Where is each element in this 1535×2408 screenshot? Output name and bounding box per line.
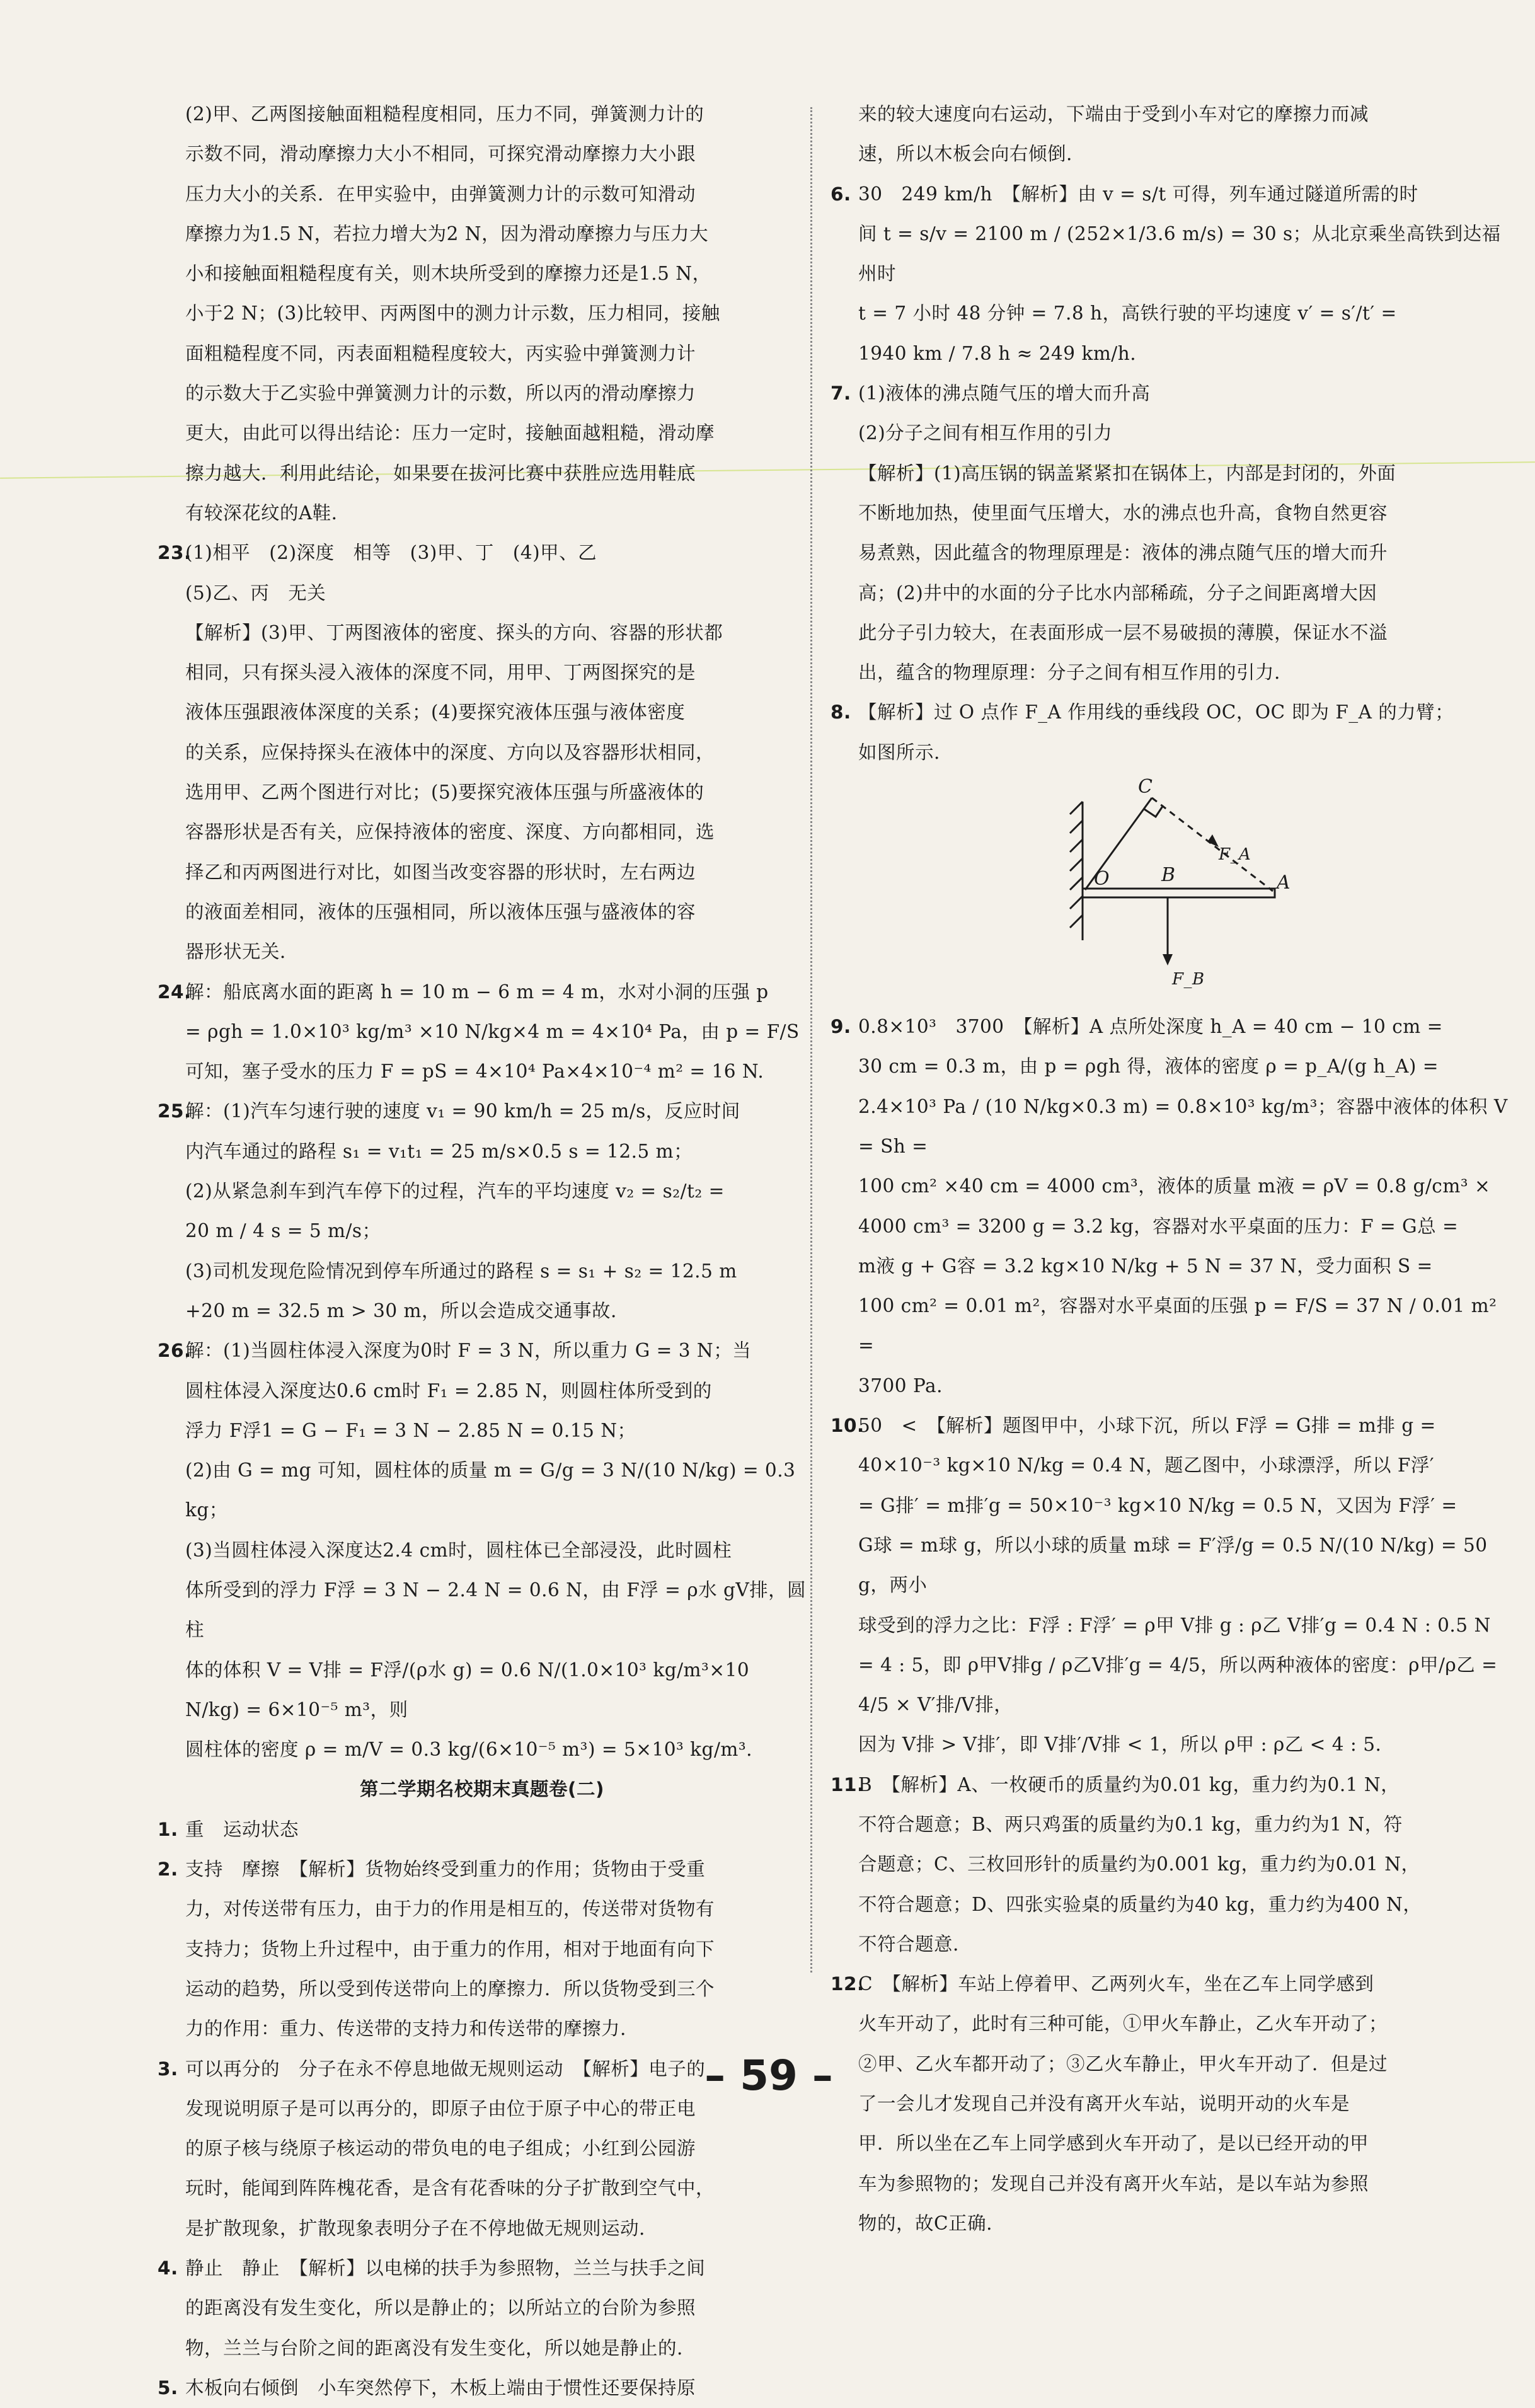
- text-line: 间 t = s/v = 2100 m / (252×1/3.6 m/s) = 30 s；从北京乘坐高铁到达福州时: [858, 222, 1501, 285]
- text-line: (3)司机发现危险情况到停车所通过的路程 s = s₁ + s₂ = 12.5 m: [185, 1260, 737, 1282]
- text-line: 不符合题意；B、两只鸡蛋的质量约为0.1 kg，重力约为1 N，符: [858, 1813, 1403, 1835]
- text-line: 1940 km / 7.8 h ≈ 249 km/h.: [858, 342, 1137, 364]
- question-number: 7.: [831, 383, 851, 405]
- text-line: 小和接触面粗糙程度有关，则木块所受到的摩擦力还是1.5 N，: [185, 263, 711, 285]
- text-line: 车为参照物的；发现自己并没有离开火车站，是以车站为参照: [858, 2172, 1369, 2194]
- wall-hatch: [1070, 821, 1083, 833]
- question-number: 4.: [158, 2257, 178, 2279]
- question-number: 11.: [831, 1773, 865, 1795]
- section-title: 第二学期名校期末真题卷(二): [360, 1778, 604, 1800]
- text-line: 40×10⁻³ kg×10 N/kg = 0.4 N，题乙图中，小球漂浮，所以 F浮′: [858, 1455, 1435, 1477]
- text-line: 选用甲、乙两个图进行对比；(5)要探究液体压强与所盛液体的: [185, 781, 704, 804]
- label-O: O: [1094, 868, 1110, 890]
- question-number: 3.: [158, 2058, 178, 2080]
- q5-continuation: [831, 95, 1517, 175]
- text-line: 30 249 km/h 【解析】由 v = s/t 可得，列车通过隧道所需的时: [858, 183, 1418, 205]
- text-line: = 4 : 5，即 ρ甲V排g / ρ乙V排′g = 4/5，所以两种液体的密度：ρ甲/ρ乙 = 4/5 × V′排/V排，: [858, 1654, 1498, 1716]
- text-line: 此分子引力较大，在表面形成一层不易破损的薄膜，保证水不溢: [858, 621, 1388, 643]
- question-number: 25.: [158, 1100, 192, 1122]
- text-line: 力的作用：重力、传送带的支持力和传送带的摩擦力.: [185, 2018, 626, 2040]
- wall-hatch: [1070, 877, 1083, 890]
- text-line: (2)从紧急刹车到汽车停下的过程，汽车的平均速度 v₂ = s₂/t₂ =: [185, 1180, 725, 1202]
- question-26: [158, 1331, 807, 1770]
- text-line: 0.8×10³ 3700 【解析】A 点所处深度 h_A = 40 cm − 10 cm =: [858, 1016, 1443, 1038]
- wall-hatch: [1070, 858, 1083, 871]
- text-line: 高；(2)井中的水面的分子比水内部稀疏，分子之间距离增大因: [858, 582, 1377, 604]
- text-line: 器形状无关．: [185, 941, 299, 963]
- lever-figure: [1064, 776, 1291, 997]
- label-C: C: [1138, 776, 1153, 798]
- text-line: 100 cm² ×40 cm = 4000 cm³，液体的质量 m液 = ρV = 0.8 g/cm³ ×: [858, 1175, 1491, 1197]
- lever-bar: [1083, 889, 1275, 897]
- text-line: (3)当圆柱体浸入深度达2.4 cm时，圆柱体已全部浸没，此时圆柱: [185, 1539, 732, 1561]
- text-line: 出，蕴含的物理原理：分子之间有相互作用的引力.: [858, 662, 1280, 684]
- question-number: 24.: [158, 981, 192, 1003]
- text-line: 20 m / 4 s = 5 m/s；: [185, 1220, 381, 1242]
- text-line: 木板向右倾倒 小车突然停下，木板上端由于惯性还要保持原: [185, 2376, 696, 2399]
- lever-diagram: [831, 776, 1517, 1003]
- text-line: 圆柱体的密度 ρ = m/V = 0.3 kg/(6×10⁻⁵ m³) = 5×10³ kg/m³.: [185, 1739, 753, 1761]
- text-line: 速，所以木板会向右倾倒.: [858, 143, 1072, 165]
- question-number: 5.: [158, 2376, 178, 2399]
- question-s2-2: [158, 1850, 807, 2049]
- question-number: 26.: [158, 1340, 192, 1362]
- text-line: (2)甲、乙两图接触面粗糙程度相同，压力不同，弹簧测力计的: [185, 103, 704, 125]
- text-line: 物，兰兰与台阶之间的距离没有发生变化，所以她是静止的.: [185, 2337, 683, 2359]
- text-line: 运动的趋势，所以受到传送带向上的摩擦力．所以货物受到三个: [185, 1978, 715, 2000]
- text-line: 玩时，能闻到阵阵槐花香，是含有花香味的分子扩散到空气中，: [185, 2177, 715, 2199]
- question-s2-4: [158, 2249, 807, 2368]
- text-line: 解：(1)汽车匀速行驶的速度 v₁ = 90 km/h = 25 m/s，反应时间: [185, 1100, 740, 1122]
- text-line: 体所受到的浮力 F浮 = 3 N − 2.4 N = 0.6 N，由 F浮 = ρ水 gV排，圆柱: [185, 1579, 807, 1641]
- q22-continuation: [158, 95, 807, 533]
- text-line: 不符合题意.: [858, 1933, 959, 1955]
- text-line: 2.4×10³ Pa / (10 N/kg×0.3 m) = 0.8×10³ kg/m³；容器中液体的体积 V = Sh =: [858, 1095, 1508, 1157]
- label-A: A: [1277, 872, 1291, 894]
- text-line: 圆柱体浸入深度达0.6 cm时 F₁ = 2.85 N，则圆柱体所受到的: [185, 1380, 712, 1402]
- question-number: 8.: [831, 701, 851, 723]
- text-line: C 【解析】车站上停着甲、乙两列火车，坐在乙车上同学感到: [858, 1973, 1374, 1995]
- text-line: 合题意；C、三枚回形针的质量约为0.001 kg，重力约为0.01 N，: [858, 1853, 1420, 1875]
- right-column: [831, 95, 1517, 2244]
- question-12: [831, 1964, 1517, 2244]
- text-line: (1)相平 (2)深度 相等 (3)甲、丁 (4)甲、乙: [185, 542, 597, 564]
- text-line: 30 cm = 0.3 m，由 p = ρgh 得，液体的密度 ρ = p_A/(g h_A) =: [858, 1056, 1439, 1078]
- label-FA: F_A: [1219, 845, 1251, 865]
- text-line: 【解析】过 O 点作 F_A 作用线的垂线段 OC，OC 即为 F_A 的力臂；: [858, 701, 1454, 723]
- text-line: 解：(1)当圆柱体浸入深度为0时 F = 3 N，所以重力 G = 3 N；当: [185, 1340, 752, 1362]
- text-line: 的液面差相同，液体的压强相同，所以液体压强与盛液体的容: [185, 901, 696, 923]
- question-number: 2.: [158, 1858, 178, 1881]
- question-24: [158, 972, 807, 1092]
- question-10: [831, 1406, 1517, 1765]
- text-line: 4000 cm³ = 3200 g = 3.2 kg，容器对水平桌面的压力：F = G总 =: [858, 1215, 1459, 1237]
- text-line: 小于2 N；(3)比较甲、丙两图中的测力计示数，压力相同，接触: [185, 302, 720, 325]
- question-number: 9.: [831, 1016, 851, 1038]
- text-line: = G排′ = m排′g = 50×10⁻³ kg×10 N/kg = 0.5 N，又因为 F浮′ =: [858, 1494, 1457, 1516]
- text-line: 是扩散现象，扩散现象表明分子在不停地做无规则运动.: [185, 2217, 645, 2239]
- text-line: (2)分子之间有相互作用的引力: [858, 422, 1113, 444]
- text-line: 解：船底离水面的距离 h = 10 m − 6 m = 4 m，水对小洞的压强 p: [185, 981, 769, 1003]
- label-FB: F_B: [1172, 970, 1205, 989]
- text-line: 示数不同，滑动摩擦力大小不相同，可探究滑动摩擦力大小跟: [185, 143, 696, 165]
- text-line: 擦力越大．利用此结论，如果要在拔河比赛中获胜应选用鞋底: [185, 462, 696, 484]
- text-line: 的原子核与绕原子核运动的带负电的电子组成；小红到公园游: [185, 2138, 696, 2160]
- text-line: 的关系，应保持探头在液体中的深度、方向以及容器形状相同，: [185, 741, 715, 763]
- text-line: 重 运动状态: [185, 1818, 299, 1840]
- text-line: 发现说明原子是可以再分的，即原子由位于原子中心的带正电: [185, 2097, 696, 2119]
- question-s2-5: [158, 2368, 807, 2408]
- text-line: 有较深花纹的A鞋．: [185, 502, 350, 524]
- text-line: 【解析】(3)甲、丁两图液体的密度、探头的方向、容器的形状都: [185, 621, 723, 643]
- force-arrowhead-FA: [1207, 834, 1219, 847]
- text-line: 更大，由此可以得出结论：压力一定时，接触面越粗糙，滑动摩: [185, 422, 715, 444]
- text-line: 了一会儿才发现自己并没有离开火车站，说明开动的火车是: [858, 2093, 1350, 2115]
- text-line: 可知，塞子受水的压力 F = pS = 4×10⁴ Pa×4×10⁻⁴ m² = 16 N.: [185, 1061, 764, 1083]
- text-line: 100 cm² = 0.01 m²，容器对水平桌面的压强 p = F/S = 37 N / 0.01 m² =: [858, 1295, 1497, 1357]
- text-line: 可以再分的 分子在永不停息地做无规则运动 【解析】电子的: [185, 2058, 706, 2080]
- text-line: 火车开动了，此时有三种可能，①甲火车静止，乙火车开动了；: [858, 2013, 1388, 2035]
- question-number: 10.: [831, 1415, 865, 1437]
- question-11: [831, 1765, 1517, 1964]
- text-line: 因为 V排 > V排′，即 V排′/V排 < 1，所以 ρ甲 : ρ乙 < 4 : 5.: [858, 1734, 1382, 1756]
- text-line: 的距离没有发生变化，所以是静止的；以所站立的台阶为参照: [185, 2297, 696, 2319]
- text-line: G球 = m球 g，所以小球的质量 m球 = F′浮/g = 0.5 N/(10 N/kg) = 50 g，两小: [858, 1534, 1488, 1596]
- wall-hatch: [1070, 896, 1083, 909]
- text-line: 体的体积 V = V排 = F浮/(ρ水 g) = 0.6 N/(1.0×10³ kg/m³×10 N/kg) = 6×10⁻⁵ m³，则: [185, 1659, 750, 1720]
- text-line: 支持力；货物上升过程中，由于重力的作用，相对于地面有向下: [185, 1938, 715, 1960]
- text-line: t = 7 小时 48 分钟 = 7.8 h，高铁行驶的平均速度 v′ = s′/t′ =: [858, 302, 1397, 325]
- text-line: m液 g + G容 = 3.2 kg×10 N/kg + 5 N = 37 N，受力面积 S =: [858, 1255, 1433, 1277]
- wall-hatch: [1070, 802, 1083, 814]
- text-line: 内汽车通过的路程 s₁ = v₁t₁ = 25 m/s×0.5 s = 12.5 m；: [185, 1140, 693, 1162]
- text-line: 面粗糙程度不同，丙表面粗糙程度较大，丙实验中弹簧测力计: [185, 342, 696, 364]
- text-line: B 【解析】A、一枚硬币的质量约为0.01 kg，重力约为0.1 N，: [858, 1773, 1400, 1795]
- question-25: [158, 1092, 807, 1331]
- text-line: 球受到的浮力之比：F浮 : F浮′ = ρ甲 V排 g : ρ乙 V排′g = 0.4 N : 0.5 N: [858, 1614, 1491, 1636]
- text-line: 支持 摩擦 【解析】货物始终受到重力的作用；货物由于受重: [185, 1858, 706, 1881]
- question-s2-1: [158, 1810, 807, 1850]
- text-line: 静止 静止 【解析】以电梯的扶手为参照物，兰兰与扶手之间: [185, 2257, 706, 2279]
- question-number: 1.: [158, 1818, 178, 1840]
- question-7: [831, 374, 1517, 693]
- text-line: +20 m = 32.5 m > 30 m，所以会造成交通事故.: [185, 1299, 617, 1322]
- text-line: 择乙和丙两图进行对比，如图当改变容器的形状时，左右两边: [185, 861, 696, 883]
- text-line: 3700 Pa.: [858, 1374, 943, 1397]
- text-line: 相同，只有探头浸入液体的深度不同，用甲、丁两图探究的是: [185, 662, 696, 684]
- text-line: 易煮熟，因此蕴含的物理原理是：液体的沸点随气压的增大而升: [858, 542, 1388, 564]
- text-line: 不符合题意；D、四张实验桌的质量约为40 kg，重力约为400 N，: [858, 1893, 1422, 1915]
- wall-hatch: [1070, 915, 1083, 928]
- question-number: 12.: [831, 1973, 865, 1995]
- text-line: (2)由 G = mg 可知，圆柱体的质量 m = G/g = 3 N/(10 N/kg) = 0.3 kg；: [185, 1460, 796, 1521]
- text-line: 如图所示.: [858, 741, 940, 763]
- text-line: 压力大小的关系．在甲实验中，由弹簧测力计的示数可知滑动: [185, 183, 696, 205]
- text-line: 50 < 【解析】题图甲中，小球下沉，所以 F浮 = G排 = m排 g =: [858, 1415, 1436, 1437]
- text-line: 来的较大速度向右运动，下端由于受到小车对它的摩擦力而减: [858, 103, 1369, 125]
- text-line: 甲．所以坐在乙车上同学感到火车开动了，是以已经开动的甲: [858, 2133, 1369, 2155]
- text-line: (1)液体的沸点随气压的增大而升高: [858, 383, 1151, 405]
- text-line: 浮力 F浮1 = G − F₁ = 3 N − 2.85 N = 0.15 N；: [185, 1419, 636, 1441]
- question-number: 23.: [158, 542, 192, 564]
- text-line: 力，对传送带有压力，由于力的作用是相互的，传送带对货物有: [185, 1898, 715, 1920]
- label-B: B: [1161, 864, 1176, 887]
- text-line: 摩擦力为1.5 N，若拉力增大为2 N，因为滑动摩擦力与压力大: [185, 222, 709, 245]
- question-number: 6.: [831, 183, 851, 205]
- question-8: [831, 693, 1517, 773]
- text-line: = ρgh = 1.0×10³ kg/m³ ×10 N/kg×4 m = 4×10⁴ Pa，由 p = F/S: [185, 1020, 800, 1042]
- text-line: 物的，故C正确.: [858, 2212, 992, 2234]
- text-line: 不断地加热，使里面气压增大，水的沸点也升高，食物自然更容: [858, 502, 1388, 524]
- text-line: 容器形状是否有关，应保持液体的密度、深度、方向都相同，选: [185, 821, 715, 843]
- page-number: – 59 –: [704, 2051, 833, 2100]
- question-9: [831, 1007, 1517, 1406]
- text-line: ②甲、乙火车都开动了；③乙火车静止，甲火车开动了．但是过: [858, 2053, 1388, 2075]
- column-divider: [810, 107, 812, 1973]
- text-line: 的示数大于乙实验中弹簧测力计的示数，所以丙的滑动摩擦力: [185, 383, 696, 405]
- wall-hatch: [1070, 839, 1083, 852]
- question-6: [831, 175, 1517, 374]
- text-line: (5)乙、丙 无关: [185, 582, 326, 604]
- right-angle-mark: [1144, 805, 1163, 817]
- text-line: 【解析】(1)高压锅的锅盖紧紧扣在锅体上，内部是封闭的，外面: [858, 462, 1396, 484]
- force-arrowhead-FB: [1163, 954, 1173, 965]
- question-23: [158, 533, 807, 972]
- text-line: 液体压强跟液体深度的关系；(4)要探究液体压强与液体密度: [185, 701, 686, 723]
